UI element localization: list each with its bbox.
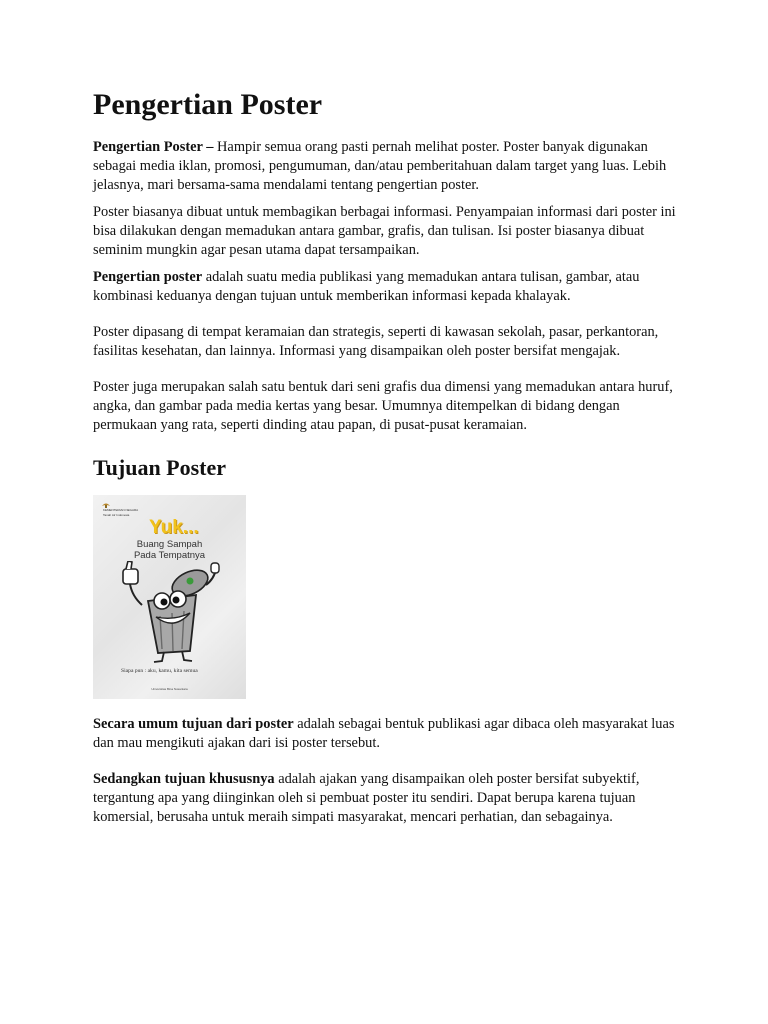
poster-org-name: KEMENTERIAN NEGARA [103, 508, 139, 512]
poster-headline: Yuk... [149, 517, 199, 538]
paragraph-5: Poster juga merupakan salah satu bentuk dari seni grafis dua dimensi yang memadukan antara huruf, angka, dan gambar pada media kertas yang besar. Umumnya ditempelkan di bidang dengan permukaan yang rata, seperti dinding atau papan, di pusat-pusat keramaian. [93, 379, 673, 433]
article-body [93, 88, 683, 827]
definition-lead: Pengertian poster [93, 269, 203, 285]
definition-text: adalah suatu media publikasi yang memadukan antara tulisan, gambar, atau kombinasi keduanya dengan tujuan untuk memberikan informasi kepada khalayak. [93, 269, 640, 304]
section-title-tujuan: Tujuan Poster [93, 455, 227, 480]
general-purpose-paragraph [93, 715, 683, 753]
poster-line-2: Pada Tempatnya [133, 550, 206, 561]
poster-tagline: Siapa pun : aku, kamu, kita semua [121, 668, 198, 674]
paragraph-4: Poster dipasang di tempat keramaian dan strategis, seperti di kawasan sekolah, pasar, perkantoran, fasilitas kesehatan, dan lainnya. Informasi yang disampaikan oleh poster bersifat mengajak. [93, 324, 659, 359]
trash-can-mascot-icon [118, 561, 223, 665]
specific-purpose-text: adalah ajakan yang disampaikan oleh poster bersifat subyektif, tergantung apa yang diinginkan oleh si pembuat poster itu sendiri. Dapat berupa karena tujuan komersial, berusaha untuk meraih simpati masyarakat, mencari perhatian, dan sebagainya. [93, 771, 640, 825]
page-title: Pengertian Poster [93, 88, 323, 121]
definition-paragraph [93, 268, 683, 306]
poster-footer: Universitas Bina Nusantara [151, 687, 188, 691]
intro-text: Hampir semua orang pasti pernah melihat poster. Poster banyak digunakan sebagai media iklan, promosi, pengumuman, dan/atau pemberitahuan dalam target yang luas. Lebih jelasnya, mari bersama-sama mendalami tentang pengertian poster. [93, 139, 667, 193]
general-purpose-lead: Secara umum tujuan dari poster [93, 716, 294, 732]
intro-lead: Pengertian Poster – [93, 139, 214, 155]
specific-purpose-paragraph [93, 770, 683, 827]
paragraph-2: Poster biasanya dibuat untuk membagikan berbagai informasi. Penyampaian informasi dari poster ini bisa dilakukan dengan memadukan antara gambar, grafis, dan tulisan. Isi poster biasanya dibuat seminim mungkin agar pesan utama dapat tersampaikan. [93, 204, 676, 258]
thumbs-up-icon [123, 561, 142, 605]
intro-paragraph [93, 138, 683, 195]
general-purpose-text: adalah sebagai bentuk publikasi agar dibaca oleh masyarakat luas dan mau mengikuti ajakan dari isi poster tersebut. [93, 716, 675, 751]
poster-org-sub: Tanah Air Indonesia [103, 513, 130, 517]
poster-image [93, 495, 246, 699]
specific-purpose-lead: Sedangkan tujuan khususnya [93, 771, 275, 787]
poster-line-1: Buang Sampah [136, 539, 203, 550]
